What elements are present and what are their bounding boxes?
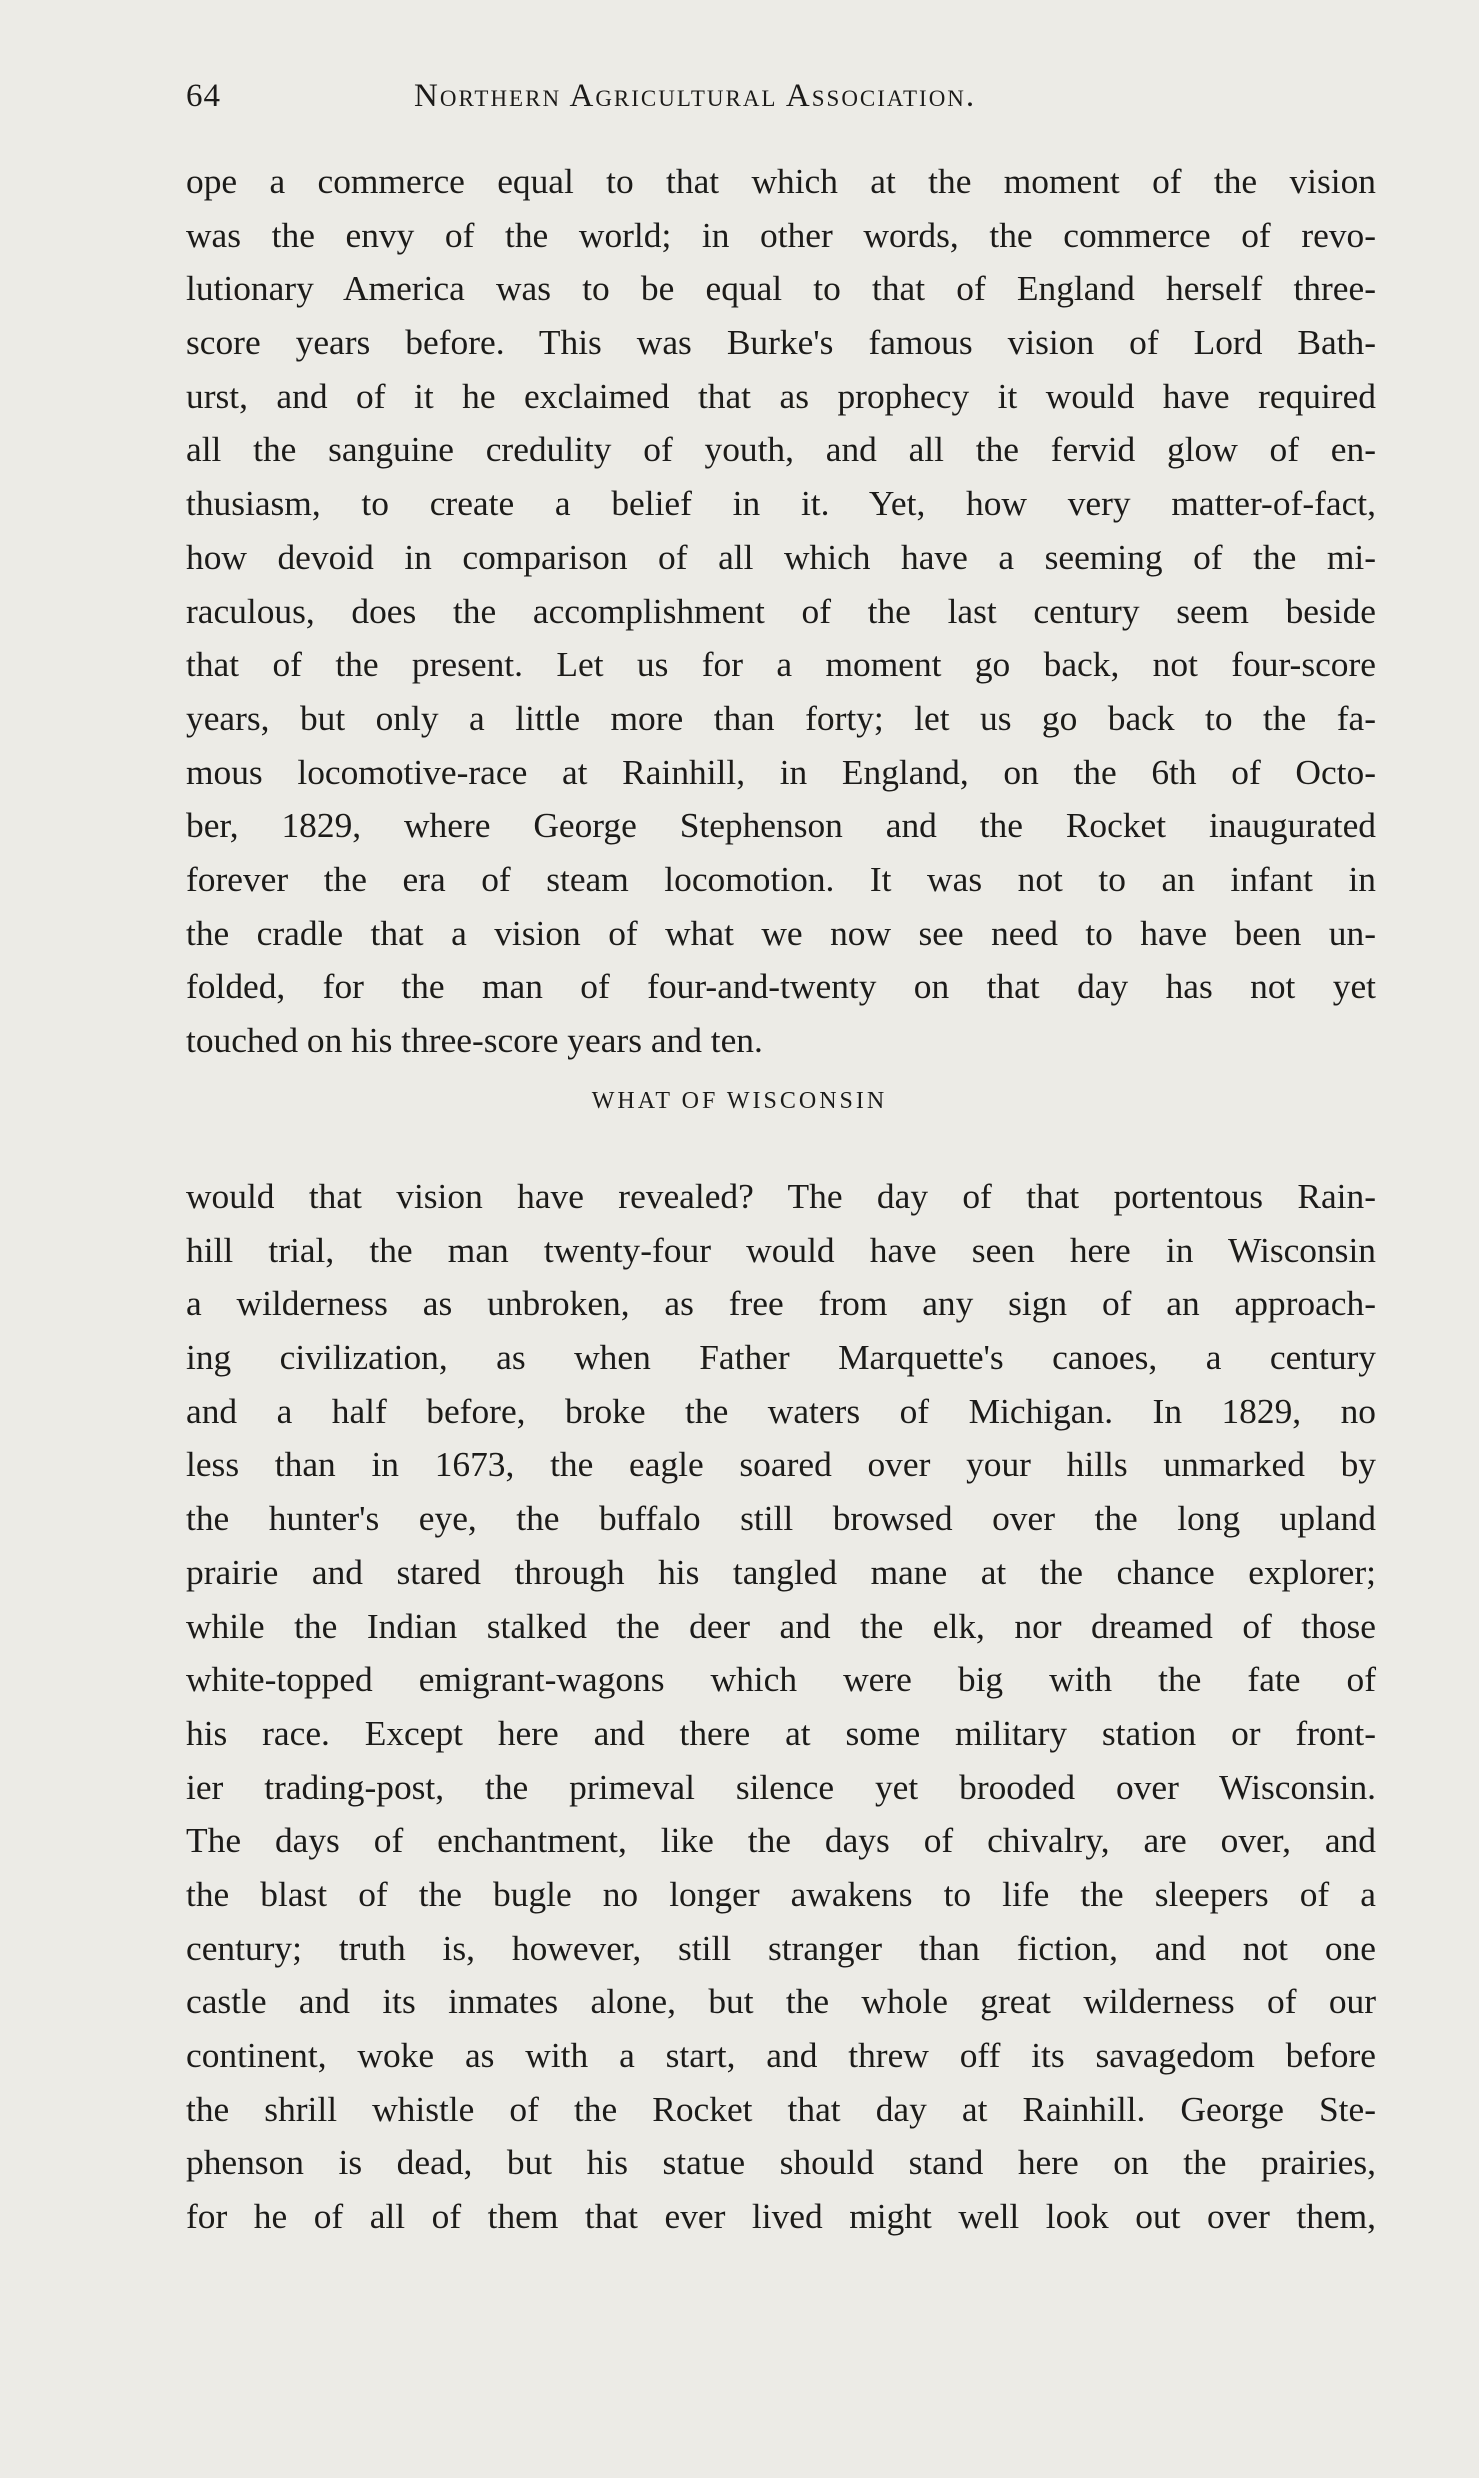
text-line: forever the era of steam locomotion. It was not to an infant in: [186, 858, 1376, 899]
text-line: prairie and stared through his tangled mane at the chance explorer;: [186, 1551, 1376, 1592]
paragraph-1: [186, 155, 1376, 1068]
text-line: and a half before, broke the waters of Michigan. In 1829, no: [186, 1390, 1376, 1431]
text-line: was the envy of the world; in other words, the commerce of revo-: [186, 214, 1376, 255]
section-heading: WHAT OF WISCONSIN: [591, 1088, 888, 1114]
text-line: thusiasm, to create a belief in it. Yet, how very matter-of-fact,: [186, 483, 1376, 524]
text-line: that of the present. Let us for a moment go back, not four-score: [186, 644, 1376, 685]
text-line: urst, and of it he exclaimed that as prophecy it would have required: [186, 375, 1376, 416]
text-line: score years before. This was Burke's famous vision of Lord Bath-: [186, 322, 1376, 363]
text-line: a wilderness as unbroken, as free from any sign of an approach-: [186, 1283, 1376, 1324]
text-line: The days of enchantment, like the days of chivalry, are over, and: [186, 1820, 1376, 1861]
text-line: phenson is dead, but his statue should stand here on the prairies,: [186, 2142, 1376, 2183]
text-line: ope a commerce equal to that which at the moment of the vision: [186, 161, 1376, 201]
running-title: Northern Agricultural Association.: [414, 78, 977, 114]
text-line: hill trial, the man twenty-four would have seen here in Wisconsin: [186, 1229, 1376, 1270]
text-line: the blast of the bugle no longer awakens to life the sleepers of a: [186, 1873, 1376, 1914]
text-line: raculous, does the accomplishment of the last century seem beside: [186, 590, 1376, 631]
text-line: would that vision have revealed? The day of that portentous Rain-: [186, 1176, 1376, 1216]
text-line: lutionary America was to be equal to that of England herself three-: [186, 268, 1376, 309]
text-line: his race. Except here and there at some military station or front-: [186, 1712, 1376, 1753]
text-line: folded, for the man of four-and-twenty on that day has not yet: [186, 966, 1376, 1007]
text-line: ber, 1829, where George Stephenson and the Rocket inaugurated: [186, 805, 1376, 846]
text-line: how devoid in comparison of all which have a seeming of the mi-: [186, 536, 1376, 577]
page-number: 64: [186, 78, 221, 114]
text-line: the cradle that a vision of what we now see need to have been un-: [186, 912, 1376, 953]
text-line: less than in 1673, the eagle soared over your hills unmarked by: [186, 1444, 1376, 1485]
text-line: ing civilization, as when Father Marquette's canoes, a century: [186, 1337, 1376, 1378]
text-line: all the sanguine credulity of youth, and all the fervid glow of en-: [186, 429, 1376, 470]
text-line: the hunter's eye, the buffalo still browsed over the long upland: [186, 1498, 1376, 1539]
text-line: century; truth is, however, still stranger than fiction, and not one: [186, 1927, 1376, 1968]
text-line: years, but only a little more than forty; let us go back to the fa-: [186, 697, 1376, 738]
text-line: ier trading-post, the primeval silence yet brooded over Wisconsin.: [186, 1766, 1376, 1807]
text-line: castle and its inmates alone, but the whole great wilderness of our: [186, 1981, 1376, 2022]
text-line: while the Indian stalked the deer and the elk, nor dreamed of those: [186, 1605, 1376, 1646]
text-line: for he of all of them that ever lived might well look out over them,: [186, 2196, 1376, 2237]
text-line: white-topped emigrant-wagons which were big with the fate of: [186, 1659, 1376, 1700]
paragraph-2: [186, 1170, 1376, 2244]
text-line: continent, woke as with a start, and threw off its savagedom before: [186, 2035, 1376, 2075]
text-line: touched on his three-score years and ten.: [186, 1020, 763, 1060]
text-line: the shrill whistle of the Rocket that day at Rainhill. George Ste-: [186, 2088, 1376, 2129]
running-head: [186, 78, 1366, 128]
text-line: mous locomotive-race at Rainhill, in England, on the 6th of Octo-: [186, 751, 1376, 792]
